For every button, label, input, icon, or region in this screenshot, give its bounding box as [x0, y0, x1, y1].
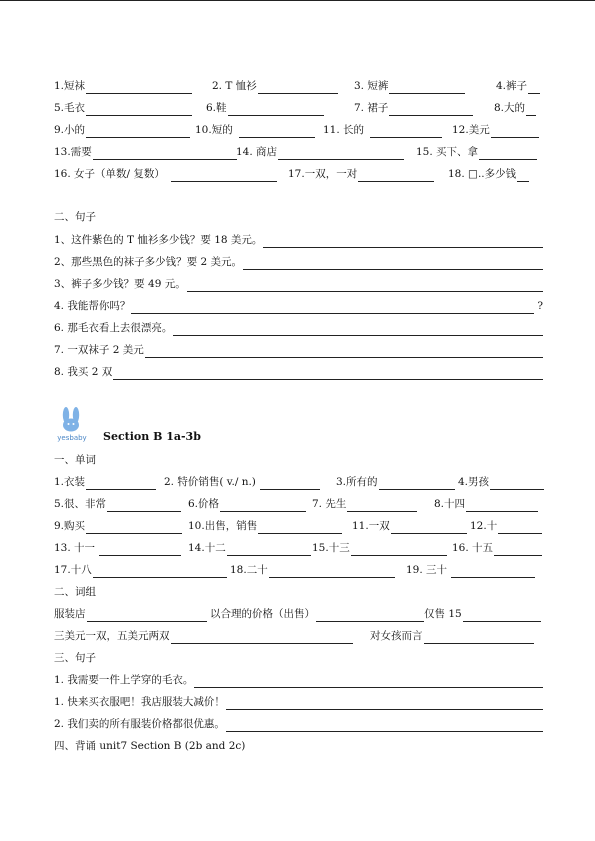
- sentence-prompt: 3、裤子多少钱？要 49 元。: [54, 278, 186, 290]
- sentence-line: [54, 298, 543, 314]
- vocab-label: 3. 短裤: [354, 80, 389, 92]
- sentence-line: [54, 232, 543, 248]
- section-heading: 一、单词: [54, 454, 96, 466]
- answer-blank[interactable]: [490, 478, 544, 490]
- answer-blank[interactable]: [479, 148, 537, 160]
- vocab-label: 17.一双，一对: [288, 168, 358, 180]
- sentence-line: [54, 364, 543, 380]
- sentence-prompt: 6. 那毛衣看上去很漂亮。: [54, 322, 173, 334]
- sentence-prompt: 1. 快来买衣服吧！我店服装大减价！: [54, 696, 225, 708]
- vocab-label: 17.十八: [54, 564, 92, 576]
- vocab-label: 8.大的: [494, 102, 526, 114]
- vocab-label: 2. 特价销售( v./ n.): [164, 476, 256, 488]
- vocab-label: 1.短袜: [54, 80, 86, 92]
- section-heading: 二、句子: [54, 211, 96, 223]
- vocab-label: 9.小的: [54, 124, 86, 136]
- phrase-label: 仅售 15: [424, 608, 462, 620]
- vocab-label: 13.需要: [54, 146, 92, 158]
- vocab-label: 5.很、非常: [54, 498, 107, 510]
- section-heading: 二、词组: [54, 586, 96, 598]
- section-heading: 四、背诵 unit7 Section B (2b and 2c): [54, 740, 246, 752]
- vocab-label: 12.美元: [452, 124, 490, 136]
- sentence-line: [54, 672, 543, 688]
- section-b-title: Section B 1a-3b: [103, 430, 201, 443]
- vocab2-row: [54, 474, 543, 490]
- vocab-label: 8.十四: [434, 498, 466, 510]
- answer-blank[interactable]: [173, 324, 543, 336]
- vocab1-row: [54, 144, 543, 160]
- answer-blank[interactable]: [358, 170, 434, 182]
- answer-blank[interactable]: [528, 82, 540, 94]
- vocab-label: 10.出售，销售: [188, 520, 258, 532]
- answer-blank[interactable]: [220, 500, 306, 512]
- answer-blank[interactable]: [131, 302, 534, 314]
- answer-blank[interactable]: [424, 632, 534, 644]
- vocab-label: 3.所有的: [336, 476, 378, 488]
- answer-blank[interactable]: [86, 478, 156, 490]
- vocab2-row: [54, 518, 543, 534]
- answer-blank[interactable]: [451, 566, 535, 578]
- logo-wordmark: yesbaby: [57, 434, 87, 442]
- vocab1-row: [54, 100, 543, 116]
- sentence-prompt: 4. 我能帮你吗？: [54, 300, 131, 312]
- answer-blank[interactable]: [258, 82, 338, 94]
- phrase-label: 以合理的价格（出售）: [210, 608, 315, 620]
- sentence-line: [54, 342, 543, 358]
- vocab-label: 11.一双: [352, 520, 390, 532]
- vocab2-row: [54, 540, 543, 556]
- vocab-label: 18. □..多少钱: [448, 168, 517, 180]
- phrase-label: 对女孩而言: [370, 630, 423, 642]
- vocab2-row: [54, 496, 543, 512]
- answer-blank[interactable]: [491, 126, 539, 138]
- answer-blank[interactable]: [379, 478, 455, 490]
- vocab-label: 18.二十: [230, 564, 268, 576]
- sentence-line: [54, 694, 543, 710]
- answer-blank[interactable]: [86, 522, 182, 534]
- vocab1-row: [54, 122, 543, 138]
- answer-blank[interactable]: [466, 500, 538, 512]
- vocab-label: 19. 三十: [406, 564, 448, 576]
- phrase-label: 服装店: [54, 608, 86, 620]
- vocab-label: 15. 买下、拿: [416, 146, 479, 158]
- answer-blank[interactable]: [113, 368, 543, 380]
- answer-blank[interactable]: [260, 478, 320, 490]
- answer-blank[interactable]: [171, 170, 277, 182]
- vocab-label: 16. 十五: [452, 542, 494, 554]
- vocab-label: 14.十二: [188, 542, 226, 554]
- phrase-row: [54, 628, 543, 644]
- answer-blank[interactable]: [517, 170, 529, 182]
- answer-blank[interactable]: [93, 148, 237, 160]
- vocab-label: 10.短的: [195, 124, 233, 136]
- answer-blank[interactable]: [389, 104, 473, 116]
- answer-blank[interactable]: [145, 346, 543, 358]
- vocab-label: 6.价格: [188, 498, 220, 510]
- sentence-prompt: 1、这件紫色的 T 恤衫多少钱？要 18 美元。: [54, 234, 263, 246]
- vocab-label: 12.十: [470, 520, 498, 532]
- sentence-line: [54, 276, 543, 292]
- answer-blank[interactable]: [494, 544, 542, 556]
- vocab-label: 15.十三: [312, 542, 350, 554]
- answer-blank[interactable]: [194, 676, 543, 688]
- answer-blank[interactable]: [463, 610, 541, 622]
- sentence-prompt: 2. 我们卖的所有服装价格都很优惠。: [54, 718, 225, 730]
- answer-blank[interactable]: [269, 566, 395, 578]
- sentence-prompt: 2、那些黑色的袜子多少钱？要 2 美元。: [54, 256, 243, 268]
- answer-blank[interactable]: [86, 82, 192, 94]
- answer-blank[interactable]: [228, 104, 324, 116]
- answer-blank[interactable]: [227, 544, 311, 556]
- vocab-label: 13. 十一: [54, 542, 96, 554]
- sentence-prompt: 8. 我买 2 双: [54, 366, 113, 378]
- answer-blank[interactable]: [171, 632, 353, 644]
- sentence-line: [54, 716, 543, 732]
- answer-blank[interactable]: [351, 544, 447, 556]
- vocab2-row: [54, 562, 543, 578]
- answer-blank[interactable]: [187, 280, 543, 292]
- sentence-prompt: 7. 一双袜子 2 美元: [54, 344, 144, 356]
- vocab-label: 9.购买: [54, 520, 86, 532]
- answer-blank[interactable]: [243, 258, 543, 270]
- vocab-label: 11. 长的: [323, 124, 365, 136]
- vocab-label: 2. T 恤衫: [212, 80, 257, 92]
- vocab-label: 5.毛衣: [54, 102, 86, 114]
- yesbaby-rabbit-logo: [50, 406, 94, 442]
- vocab-label: 4.裤子: [496, 80, 528, 92]
- question-mark: ?: [537, 300, 543, 312]
- answer-blank[interactable]: [87, 610, 207, 622]
- answer-blank[interactable]: [258, 522, 342, 534]
- answer-blank[interactable]: [107, 500, 181, 512]
- answer-blank[interactable]: [391, 522, 467, 534]
- answer-blank[interactable]: [278, 148, 404, 160]
- answer-blank[interactable]: [389, 82, 465, 94]
- vocab-label: 16. 女子（单数/ 复数）: [54, 168, 165, 180]
- answer-blank[interactable]: [99, 544, 181, 556]
- answer-blank[interactable]: [263, 236, 543, 248]
- answer-blank[interactable]: [86, 104, 192, 116]
- sentence-prompt: 1. 我需要一件上学穿的毛衣。: [54, 674, 194, 686]
- answer-blank[interactable]: [498, 522, 542, 534]
- sentence-line: [54, 254, 543, 270]
- vocab-label: 6.鞋: [206, 102, 227, 114]
- vocab-label: 1.衣装: [54, 476, 86, 488]
- section-heading: 三、句子: [54, 652, 96, 664]
- sentence-line: [54, 320, 543, 336]
- vocab-label: 7. 裙子: [354, 102, 389, 114]
- answer-blank[interactable]: [239, 126, 315, 138]
- vocab-label: 4.男孩: [458, 476, 490, 488]
- answer-blank[interactable]: [93, 566, 227, 578]
- answer-blank[interactable]: [86, 126, 190, 138]
- phrase-label: 三美元一双，五美元两双: [54, 630, 170, 642]
- answer-blank[interactable]: [226, 698, 543, 710]
- vocab-label: 7. 先生: [312, 498, 347, 510]
- top-rule: [0, 0, 595, 1]
- answer-blank[interactable]: [526, 104, 536, 116]
- answer-blank[interactable]: [370, 126, 442, 138]
- vocab-label: 14. 商店: [236, 146, 278, 158]
- vocab1-row: [54, 166, 543, 182]
- vocab1-row: [54, 78, 543, 94]
- answer-blank[interactable]: [226, 720, 543, 732]
- answer-blank[interactable]: [316, 610, 424, 622]
- answer-blank[interactable]: [347, 500, 417, 512]
- phrase-row: [54, 606, 543, 622]
